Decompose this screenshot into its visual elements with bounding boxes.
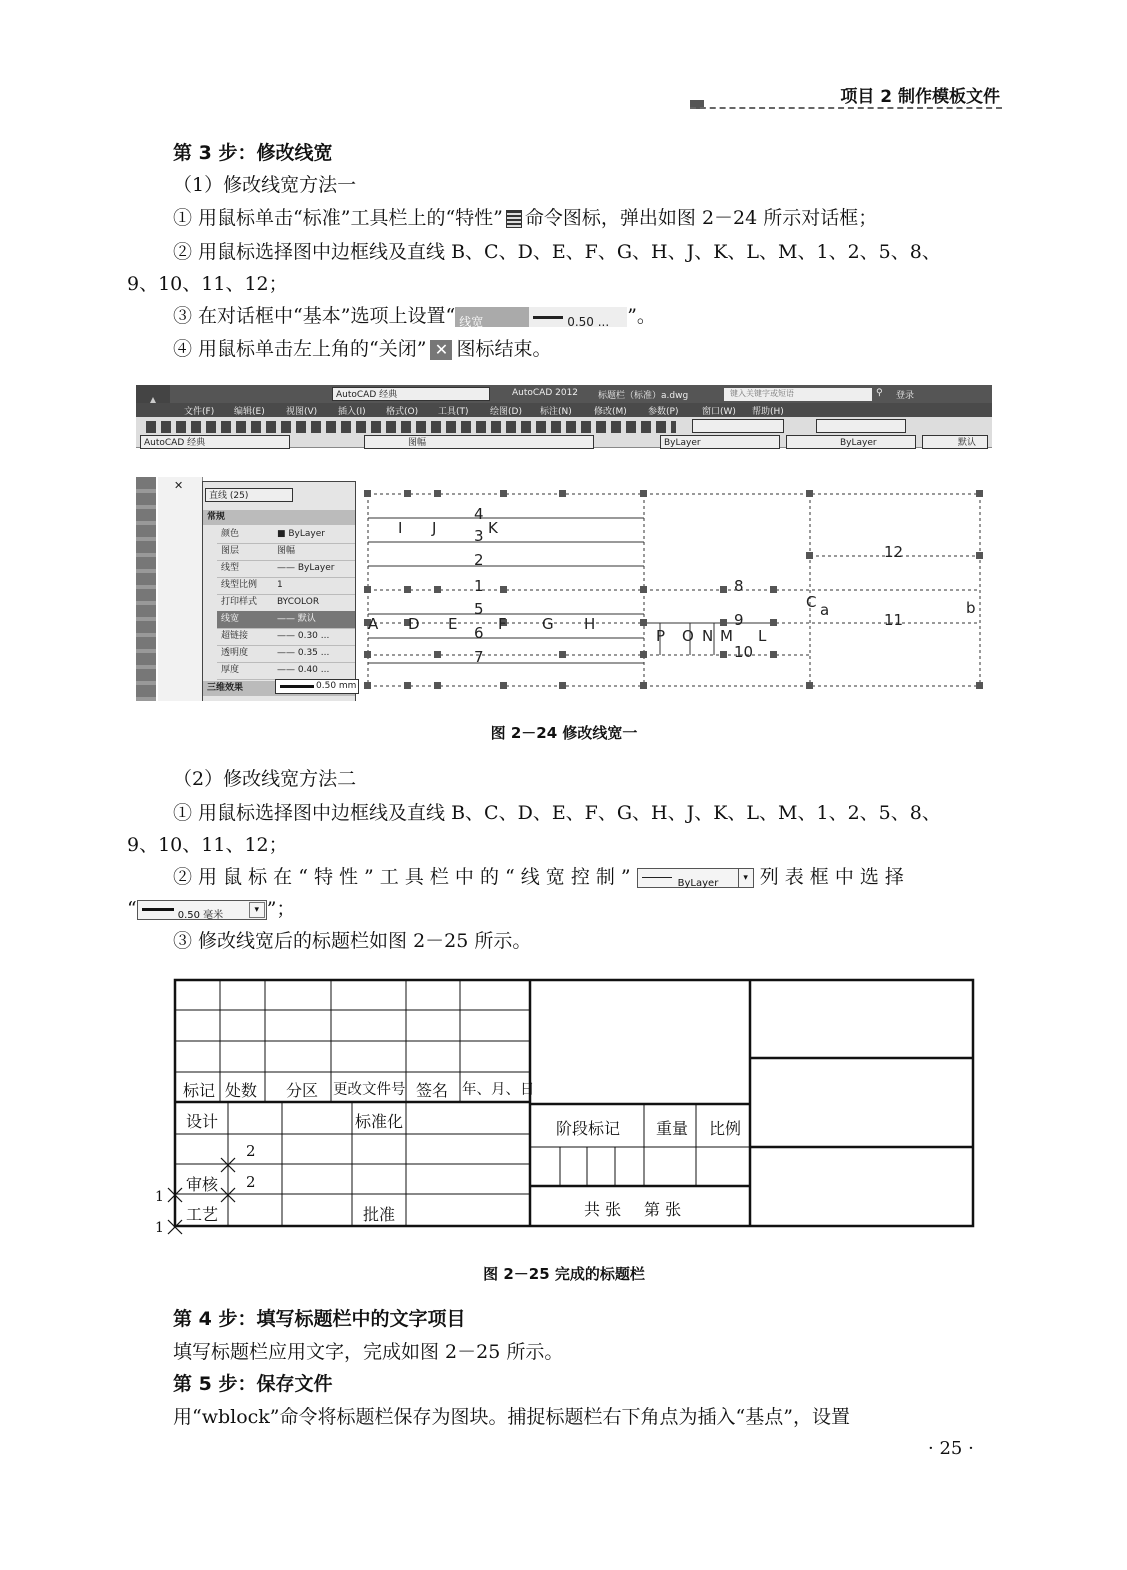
label-8: 8 <box>734 577 744 595</box>
page-number: · 25 · <box>928 1438 974 1459</box>
layer-name: 图幅 <box>408 438 427 448</box>
tb-shenhe: 审核 <box>186 1175 219 1194</box>
m2-step2-b: 列 表 框 中 选 择 <box>759 866 904 888</box>
workspace-combo[interactable]: AutoCAD 经典 <box>140 435 290 449</box>
tb-chushu: 处数 <box>225 1081 258 1100</box>
menu-edit[interactable]: 编辑(E) <box>234 407 265 417</box>
m1-step4-b: 图标结束。 <box>456 338 552 360</box>
prop-row[interactable] <box>217 560 355 578</box>
label-4: 4 <box>474 505 484 523</box>
lineweight-option-value: 0.50 mm <box>316 681 357 691</box>
drawing-canvas[interactable] <box>354 477 992 701</box>
step3-heading: 第 3 步：修改线宽 <box>173 142 333 164</box>
toolbar-icons[interactable] <box>146 421 676 433</box>
tb-gongzhang: 共 张 <box>584 1200 622 1219</box>
m2-step1b: 9、10、11、12； <box>127 834 288 856</box>
method1-title: （1）修改线宽方法一 <box>173 174 357 196</box>
prop-row[interactable] <box>217 628 355 646</box>
tb-nianyueri: 年、月、日 <box>462 1082 535 1098</box>
m2-step2c <box>127 896 295 922</box>
label-O: O <box>682 627 694 645</box>
label-D: D <box>408 615 420 633</box>
label-6: 6 <box>474 624 484 642</box>
prop-value: 图幅 <box>277 546 296 556</box>
label-N: N <box>702 627 714 645</box>
prop-key: 线型 <box>221 563 240 573</box>
figure-2-24-caption: 图 2－24 修改线宽一 <box>490 724 638 742</box>
figure-2-25-caption: 图 2－25 完成的标题栏 <box>483 1265 645 1283</box>
menu-tools[interactable]: 工具(T) <box>438 407 469 417</box>
label-10: 10 <box>734 643 754 661</box>
general-section[interactable]: 常规 <box>203 510 355 525</box>
step4-body: 填写标题栏应用文字，完成如图 2－25 所示。 <box>173 1341 564 1363</box>
label-P: P <box>656 627 666 645</box>
label-b: b <box>966 599 976 617</box>
tb-qianming: 签名 <box>416 1081 449 1100</box>
m1-step1-a: ① 用鼠标单击“标准”工具栏上的“特性” <box>173 207 503 229</box>
label-11: 11 <box>884 611 904 629</box>
m2-step2 <box>173 864 904 890</box>
menu-view[interactable]: 视图(V) <box>286 407 318 417</box>
search-input[interactable]: 键入关键字或短语 <box>724 388 872 401</box>
prop-key: 厚度 <box>221 665 240 675</box>
lineweight-control-inline: ByLayer ▾ <box>637 868 754 888</box>
prop-key: 线型比例 <box>221 580 258 590</box>
label-K: K <box>488 519 498 537</box>
tb-sheji: 设计 <box>186 1112 219 1131</box>
m1-step4 <box>173 336 551 362</box>
lineweight-option-selected[interactable] <box>275 679 359 694</box>
binoculars-icon[interactable]: ⚲ <box>876 388 883 398</box>
m2-step2-a: ② 用 鼠 标 在 “ 特 性 ” 工 具 栏 中 的 “ 线 宽 控 制 ” <box>173 866 631 888</box>
header-rule <box>690 107 1002 109</box>
tb-biaozhunhua: 标准化 <box>355 1112 404 1131</box>
m1-step3-b: ”。 <box>627 305 656 327</box>
menu-modify[interactable]: 修改(M) <box>594 407 627 417</box>
label-E: E <box>448 615 458 633</box>
app-title: AutoCAD 2012 <box>512 388 579 398</box>
m1-step1-b: 命令图标，弹出如图 2－24 所示对话框； <box>524 207 878 229</box>
prop-key: 线宽 <box>221 614 240 624</box>
tb-biaoji: 标记 <box>183 1081 216 1100</box>
label-L: L <box>758 627 767 645</box>
running-header: 项目 2 制作模板文件 <box>840 87 1000 107</box>
m1-step4-a: ④ 用鼠标单击左上角的“关闭” <box>173 338 427 360</box>
label-G: G <box>542 615 554 633</box>
m1-step2a: ② 用鼠标选择图中边框线及直线 B、C、D、E、F、G、H、J、K、L、M、1、2、5、8、 <box>173 241 941 263</box>
m1-step1 <box>173 205 877 231</box>
close-icon: ✕ <box>430 340 452 360</box>
tb-gengai: 更改文件号 <box>333 1082 406 1098</box>
m2-step3: ③ 修改线宽后的标题栏如图 2－25 所示。 <box>173 930 532 952</box>
step4-heading: 第 4 步：填写标题栏中的文字项目 <box>173 1308 466 1330</box>
m1-step3-a: ③ 在对话框中“基本”选项上设置“ <box>173 305 456 327</box>
tb-mark-2a: 2 <box>246 1142 256 1160</box>
label-H: H <box>584 615 596 633</box>
m1-step3 <box>173 303 656 329</box>
dim-style-dropdown[interactable] <box>816 419 906 433</box>
text-style-dropdown[interactable] <box>692 419 784 433</box>
label-1: 1 <box>474 577 484 595</box>
tb-mark-1a: 1 <box>155 1189 164 1205</box>
lineweight-label: 线宽 <box>459 315 484 329</box>
draw-toolbox[interactable] <box>136 477 156 701</box>
lineweight-050-value: 0.50 毫米 <box>177 910 224 921</box>
palette-sidebar <box>158 477 203 701</box>
prop-row[interactable] <box>217 577 355 595</box>
prop-row[interactable] <box>217 594 355 612</box>
quote-open: “ <box>127 898 137 920</box>
prop-key: 透明度 <box>221 648 249 658</box>
properties-palette <box>202 481 356 701</box>
menu-help[interactable]: 帮助(H) <box>752 407 784 417</box>
label-3: 3 <box>474 527 484 545</box>
tb-jieduan: 阶段标记 <box>556 1119 621 1138</box>
workspace-dropdown[interactable]: AutoCAD 经典 <box>332 387 490 401</box>
title-block-figure <box>150 976 980 1240</box>
label-a: a <box>820 601 830 619</box>
label-M: M <box>720 627 733 645</box>
label-12: 12 <box>884 543 904 561</box>
step5-heading: 第 5 步：保存文件 <box>173 1373 333 1395</box>
method2-title: （2）修改线宽方法二 <box>173 768 357 790</box>
step5-body: 用“wblock”命令将标题栏保存为图块。捕捉标题栏右下角点为插入“基点”，设置 <box>173 1406 850 1428</box>
linetype-control[interactable] <box>786 435 916 449</box>
lineweight-value-box <box>529 307 627 327</box>
label-F: F <box>498 615 507 633</box>
prop-value: —— 0.40 ... <box>277 665 330 675</box>
prop-value: 1 <box>277 580 283 590</box>
label-7: 7 <box>474 648 484 666</box>
tb-zhongliang: 重量 <box>656 1119 689 1138</box>
lineweight-control-inline-value: ByLayer <box>677 878 719 889</box>
label-C: C <box>806 593 817 611</box>
autocad-screenshot <box>136 385 992 701</box>
menu-format[interactable]: 格式(O) <box>386 407 419 417</box>
menu-insert[interactable]: 插入(I) <box>338 407 366 417</box>
menu-parametric[interactable]: 参数(P) <box>648 407 679 417</box>
tb-mark-2b: 2 <box>246 1173 256 1191</box>
prop-value: —— ByLayer <box>277 563 335 573</box>
prop-value: —— 默认 <box>277 614 316 624</box>
layer-dropdown[interactable] <box>364 435 594 449</box>
close-palette-icon[interactable]: ✕ <box>174 479 184 492</box>
lineweight-value: 0.50 ... <box>567 315 610 329</box>
tb-dizhang: 第 张 <box>644 1200 682 1219</box>
menu-bar <box>136 403 992 417</box>
menu-draw[interactable]: 绘图(D) <box>490 407 522 417</box>
label-5: 5 <box>474 600 484 618</box>
file-title: 标题栏（标准）a.dwg <box>598 391 689 401</box>
menu-file[interactable]: 文件(F) <box>184 407 215 417</box>
color-value: ByLayer <box>664 438 701 448</box>
prop-value: BYCOLOR <box>277 597 320 607</box>
menu-window[interactable]: 窗口(W) <box>702 407 736 417</box>
tb-bili: 比例 <box>709 1119 742 1138</box>
label-9: 9 <box>734 611 744 629</box>
lineweight-050-inline: 0.50 毫米 ▾ <box>137 900 267 920</box>
tb-fenqu: 分区 <box>286 1081 319 1100</box>
lineweight-control-value: 默认 <box>958 438 977 448</box>
label-J: J <box>432 519 437 537</box>
label-A: A <box>368 615 379 633</box>
prop-row[interactable] <box>217 662 355 680</box>
label-I: I <box>398 519 403 537</box>
title-bar <box>136 385 992 403</box>
lineweight-control[interactable] <box>922 435 988 449</box>
prop-key: 打印样式 <box>221 597 258 607</box>
m2-step1a: ① 用鼠标选择图中边框线及直线 B、C、D、E、F、G、H、J、K、L、M、1、2、5、8、 <box>173 802 941 824</box>
linetype-value: ByLayer <box>840 438 877 448</box>
color-control[interactable] <box>660 435 780 449</box>
quote-close: ”； <box>266 898 296 920</box>
prop-row[interactable] <box>217 543 355 561</box>
prop-row-lineweight[interactable] <box>217 611 355 629</box>
tb-mark-1b: 1 <box>155 1220 164 1236</box>
menu-dimension[interactable]: 标注(N) <box>540 407 572 417</box>
tb-pizhun: 批准 <box>363 1205 396 1224</box>
properties-icon <box>506 210 522 228</box>
prop-value: —— 0.30 ... <box>277 631 330 641</box>
prop-key: 图层 <box>221 546 240 556</box>
lineweight-setting-widget <box>455 307 627 327</box>
prop-row[interactable] <box>217 645 355 663</box>
label-2: 2 <box>474 551 484 569</box>
prop-value: ■ ByLayer <box>277 529 325 539</box>
prop-row[interactable] <box>217 526 355 544</box>
standard-toolbar <box>136 417 992 448</box>
3d-effects-section[interactable]: 三维效果 <box>203 681 355 696</box>
prop-key: 超链接 <box>221 631 249 641</box>
prop-key: 颜色 <box>221 529 240 539</box>
selection-dropdown[interactable]: 直线 (25) <box>205 488 293 502</box>
login-label[interactable]: 登录 <box>896 391 915 401</box>
tb-gongyi: 工艺 <box>186 1205 219 1224</box>
prop-value: —— 0.35 ... <box>277 648 330 658</box>
m1-step2b: 9、10、11、12； <box>127 273 288 295</box>
